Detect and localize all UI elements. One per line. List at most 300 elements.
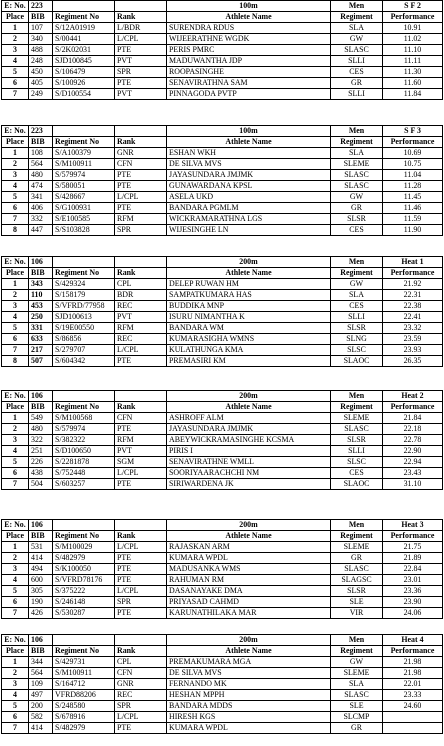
bib-cell: 438 [29, 468, 53, 479]
rank-cell: RFM [115, 435, 167, 446]
athlete-name-cell: PIRIS I [167, 446, 331, 457]
athlete-name-cell: DE SILVA MVS [167, 159, 331, 170]
place-cell: 6 [2, 712, 29, 723]
bib-cell: 305 [29, 586, 53, 597]
blank-cell [115, 635, 167, 646]
result-row [2, 413, 443, 424]
event-gender: Men [331, 391, 383, 402]
athlete-name-cell: GUNAWARDANA KPSL [167, 181, 331, 192]
athlete-name-cell: WIJEERATHNE WGDK [167, 34, 331, 45]
place-cell: 5 [2, 323, 29, 334]
place-cell: 1 [2, 413, 29, 424]
bib-cell: 190 [29, 597, 53, 608]
regiment-no-cell: VFRD88206 [53, 690, 115, 701]
col-bib-header: BIB [29, 137, 53, 148]
performance-cell: 24.06 [383, 608, 443, 619]
athlete-name-cell: KUMARA WPDL [167, 723, 331, 734]
regiment-cell: SLCMP [331, 712, 383, 723]
place-cell: 2 [2, 34, 29, 45]
regiment-cell: GW [331, 657, 383, 668]
regiment-cell: SLASC [331, 170, 383, 181]
result-row [2, 701, 443, 712]
regiment-cell: SLAOC [331, 356, 383, 367]
performance-cell: 21.98 [383, 668, 443, 679]
regiment-no-cell: S/K100050 [53, 564, 115, 575]
place-cell: 6 [2, 597, 29, 608]
col-regiment-no-header: Regiment No [53, 268, 115, 279]
regiment-no-cell: S/D100650 [53, 446, 115, 457]
athlete-name-cell: PREMASIRI KM [167, 356, 331, 367]
rank-cell: PVT [115, 446, 167, 457]
performance-cell: 11.84 [383, 89, 443, 100]
performance-cell: 23.43 [383, 468, 443, 479]
col-place-header: Place [2, 646, 29, 657]
bib-cell: 250 [29, 312, 53, 323]
result-row [2, 479, 443, 490]
rank-cell: GNR [115, 148, 167, 159]
athlete-name-cell: DASANAYAKE DMA [167, 586, 331, 597]
regiment-no-cell: S/248580 [53, 701, 115, 712]
result-row [2, 56, 443, 67]
result-row [2, 345, 443, 356]
place-cell: 7 [2, 608, 29, 619]
result-row [2, 148, 443, 159]
regiment-no-cell: S/164712 [53, 679, 115, 690]
performance-cell: 11.28 [383, 181, 443, 192]
event-gender: Men [331, 1, 383, 12]
event-number: 106 [29, 635, 53, 646]
place-cell: 6 [2, 203, 29, 214]
place-cell: 5 [2, 192, 29, 203]
performance-cell: 24.60 [383, 701, 443, 712]
event-round: S F 2 [383, 1, 443, 12]
athlete-name-cell: ASHROFF ALM [167, 413, 331, 424]
regiment-cell: SLA [331, 23, 383, 34]
regiment-no-cell: S/2281878 [53, 457, 115, 468]
rank-cell: PTE [115, 723, 167, 734]
regiment-cell: SLAGSC [331, 575, 383, 586]
col-rank-header: Rank [115, 268, 167, 279]
place-cell: 6 [2, 468, 29, 479]
performance-cell: 10.91 [383, 23, 443, 34]
performance-cell: 11.60 [383, 78, 443, 89]
col-athlete-name-header: Athlete Name [167, 531, 331, 542]
result-row [2, 564, 443, 575]
bib-cell: 564 [29, 668, 53, 679]
rank-cell: PTE [115, 608, 167, 619]
regiment-cell: SLSR [331, 214, 383, 225]
bib-cell: 531 [29, 542, 53, 553]
regiment-cell: SLEME [331, 542, 383, 553]
place-cell: 7 [2, 479, 29, 490]
place-cell: 4 [2, 690, 29, 701]
regiment-cell: CES [331, 67, 383, 78]
regiment-cell: GR [331, 203, 383, 214]
e-no-label: E: No. [2, 1, 29, 12]
bib-cell: 414 [29, 553, 53, 564]
performance-cell: 23.93 [383, 345, 443, 356]
place-cell: 1 [2, 279, 29, 290]
place-cell: 3 [2, 170, 29, 181]
regiment-cell: SLSR [331, 435, 383, 446]
bib-cell: 564 [29, 159, 53, 170]
e-no-label: E: No. [2, 126, 29, 137]
place-cell: 3 [2, 435, 29, 446]
performance-cell: 11.59 [383, 214, 443, 225]
place-cell: 1 [2, 657, 29, 668]
bib-cell: 248 [29, 56, 53, 67]
athlete-name-cell: KUMARA WPDL [167, 553, 331, 564]
place-cell: 2 [2, 424, 29, 435]
blank-cell [53, 1, 115, 12]
e-no-label: E: No. [2, 635, 29, 646]
regiment-cell: SLASC [331, 181, 383, 192]
bib-cell: 504 [29, 479, 53, 490]
col-regiment-no-header: Regiment No [53, 402, 115, 413]
regiment-no-cell: S/100926 [53, 78, 115, 89]
athlete-name-cell: ABEYWICKRAMASINGHE KCSMA [167, 435, 331, 446]
blank-cell [115, 257, 167, 268]
column-header-row [2, 268, 443, 279]
rank-cell: RFM [115, 323, 167, 334]
performance-cell: 11.30 [383, 67, 443, 78]
bib-cell: 633 [29, 334, 53, 345]
athlete-name-cell: BANDARA MDDS [167, 701, 331, 712]
result-row [2, 586, 443, 597]
e-no-label: E: No. [2, 257, 29, 268]
regiment-no-cell: S/19E00550 [53, 323, 115, 334]
rank-cell: PTE [115, 181, 167, 192]
regiment-no-cell: SJD100613 [53, 312, 115, 323]
place-cell: 5 [2, 457, 29, 468]
rank-cell: PVT [115, 56, 167, 67]
place-cell: 2 [2, 159, 29, 170]
event-gender: Men [331, 520, 383, 531]
event-table-3 [1, 256, 443, 367]
col-bib-header: BIB [29, 646, 53, 657]
result-row [2, 468, 443, 479]
place-cell: 3 [2, 45, 29, 56]
place-cell: 8 [2, 356, 29, 367]
col-regiment-header: Regiment [331, 646, 383, 657]
col-place-header: Place [2, 402, 29, 413]
result-row [2, 575, 443, 586]
col-regiment-header: Regiment [331, 402, 383, 413]
regiment-no-cell: S/579974 [53, 424, 115, 435]
event-gender: Men [331, 126, 383, 137]
regiment-cell: SLSC [331, 457, 383, 468]
athlete-name-cell: ESHAN WKH [167, 148, 331, 159]
regiment-cell: GW [331, 279, 383, 290]
regiment-cell: SLNG [331, 334, 383, 345]
bib-cell: 414 [29, 723, 53, 734]
athlete-name-cell: PERIS PMRC [167, 45, 331, 56]
regiment-cell: SLLI [331, 446, 383, 457]
regiment-cell: GW [331, 34, 383, 45]
athlete-name-cell: RAJASKAN ARM [167, 542, 331, 553]
athlete-name-cell: DE SILVA MVS [167, 668, 331, 679]
performance-cell [383, 723, 443, 734]
performance-cell: 21.98 [383, 657, 443, 668]
rank-cell: CFN [115, 159, 167, 170]
regiment-cell: SLA [331, 148, 383, 159]
event-number: 106 [29, 520, 53, 531]
regiment-cell: CES [331, 468, 383, 479]
place-cell: 8 [2, 225, 29, 236]
performance-cell: 11.11 [383, 56, 443, 67]
column-header-row [2, 12, 443, 23]
place-cell: 3 [2, 564, 29, 575]
rank-cell: L/CPL [115, 542, 167, 553]
bib-cell: 406 [29, 203, 53, 214]
event-round: Heat 3 [383, 520, 443, 531]
place-cell: 7 [2, 345, 29, 356]
bib-cell: 480 [29, 170, 53, 181]
rank-cell: CFN [115, 668, 167, 679]
regiment-no-cell: S/429731 [53, 657, 115, 668]
regiment-no-cell: S/12A01919 [53, 23, 115, 34]
event-header-row [2, 1, 443, 12]
performance-cell: 22.41 [383, 312, 443, 323]
performance-cell: 22.84 [383, 564, 443, 575]
event-name: 200m [167, 635, 331, 646]
regiment-cell: GW [331, 192, 383, 203]
place-cell: 4 [2, 446, 29, 457]
place-cell: 5 [2, 586, 29, 597]
bib-cell: 341 [29, 192, 53, 203]
regiment-no-cell: S/604342 [53, 356, 115, 367]
col-bib-header: BIB [29, 12, 53, 23]
result-row [2, 45, 443, 56]
event-table-1 [1, 0, 443, 100]
col-athlete-name-header: Athlete Name [167, 402, 331, 413]
col-regiment-header: Regiment [331, 137, 383, 148]
athlete-name-cell: SIRIWARDENA JK [167, 479, 331, 490]
regiment-no-cell: S/678916 [53, 712, 115, 723]
result-row [2, 34, 443, 45]
place-cell: 1 [2, 23, 29, 34]
e-no-label: E: No. [2, 520, 29, 531]
athlete-name-cell: KARUNATHILAKA MAR [167, 608, 331, 619]
performance-cell: 23.32 [383, 323, 443, 334]
result-row [2, 290, 443, 301]
result-row [2, 723, 443, 734]
col-rank-header: Rank [115, 402, 167, 413]
rank-cell: RFM [115, 214, 167, 225]
rank-cell: L/CPL [115, 468, 167, 479]
rank-cell: CFN [115, 413, 167, 424]
result-row [2, 334, 443, 345]
rank-cell: L/BDR [115, 23, 167, 34]
rank-cell: PTE [115, 170, 167, 181]
result-row [2, 89, 443, 100]
performance-cell: 21.84 [383, 413, 443, 424]
regiment-no-cell: S/579974 [53, 170, 115, 181]
performance-cell: 21.89 [383, 553, 443, 564]
rank-cell: REC [115, 690, 167, 701]
event-header-row [2, 635, 443, 646]
event-name: 200m [167, 520, 331, 531]
event-round: S F 3 [383, 126, 443, 137]
rank-cell: PVT [115, 89, 167, 100]
result-row [2, 457, 443, 468]
result-row [2, 435, 443, 446]
bib-cell: 200 [29, 701, 53, 712]
bib-cell: 600 [29, 575, 53, 586]
col-bib-header: BIB [29, 531, 53, 542]
athlete-name-cell: WIJESINGHE LN [167, 225, 331, 236]
regiment-cell: SLEME [331, 413, 383, 424]
regiment-cell: CES [331, 301, 383, 312]
col-performance-header: Performance [383, 646, 443, 657]
col-rank-header: Rank [115, 646, 167, 657]
performance-cell: 22.18 [383, 424, 443, 435]
result-row [2, 553, 443, 564]
bib-cell: 453 [29, 301, 53, 312]
regiment-cell: SLSR [331, 586, 383, 597]
regiment-cell: SLSC [331, 345, 383, 356]
regiment-no-cell: SJD100845 [53, 56, 115, 67]
result-row [2, 657, 443, 668]
bib-cell: 322 [29, 435, 53, 446]
regiment-cell: SLLI [331, 89, 383, 100]
column-header-row [2, 402, 443, 413]
rank-cell: PTE [115, 203, 167, 214]
regiment-no-cell: S/D100554 [53, 89, 115, 100]
result-row [2, 67, 443, 78]
result-row [2, 608, 443, 619]
athlete-name-cell: ROOPASINGHE [167, 67, 331, 78]
regiment-cell: GR [331, 78, 383, 89]
rank-cell: PTE [115, 553, 167, 564]
event-gender: Men [331, 257, 383, 268]
col-rank-header: Rank [115, 531, 167, 542]
performance-cell: 22.78 [383, 435, 443, 446]
regiment-no-cell: S/2K02031 [53, 45, 115, 56]
bib-cell: 332 [29, 214, 53, 225]
col-rank-header: Rank [115, 12, 167, 23]
regiment-no-cell: S/M100029 [53, 542, 115, 553]
regiment-cell: SLASC [331, 45, 383, 56]
regiment-cell: SLA [331, 679, 383, 690]
blank-cell [115, 126, 167, 137]
col-bib-header: BIB [29, 268, 53, 279]
performance-cell: 22.31 [383, 290, 443, 301]
event-table-6 [1, 634, 443, 734]
event-number: 223 [29, 1, 53, 12]
blank-cell [53, 391, 115, 402]
bib-cell: 109 [29, 679, 53, 690]
rank-cell: L/CPL [115, 345, 167, 356]
performance-cell: 11.46 [383, 203, 443, 214]
regiment-no-cell: S/G100931 [53, 203, 115, 214]
regiment-no-cell: S/246148 [53, 597, 115, 608]
blank-cell [53, 126, 115, 137]
place-cell: 7 [2, 214, 29, 225]
bib-cell: 331 [29, 323, 53, 334]
athlete-name-cell: KUMARASIGHA WMNS [167, 334, 331, 345]
result-row [2, 279, 443, 290]
athlete-name-cell: BANDARA WM [167, 323, 331, 334]
rank-cell: SPR [115, 701, 167, 712]
rank-cell: SPR [115, 225, 167, 236]
rank-cell: PTE [115, 78, 167, 89]
event-name: 100m [167, 126, 331, 137]
blank-cell [53, 635, 115, 646]
event-round: Heat 4 [383, 635, 443, 646]
performance-cell: 23.36 [383, 586, 443, 597]
rank-cell: PTE [115, 575, 167, 586]
rank-cell: PTE [115, 45, 167, 56]
result-row [2, 690, 443, 701]
athlete-name-cell: ASELA UKD [167, 192, 331, 203]
event-number: 106 [29, 391, 53, 402]
athlete-name-cell: BANDARA PGMLM [167, 203, 331, 214]
regiment-no-cell: S/382322 [53, 435, 115, 446]
col-regiment-no-header: Regiment No [53, 12, 115, 23]
bib-cell: 110 [29, 290, 53, 301]
place-cell: 2 [2, 668, 29, 679]
place-cell: 4 [2, 56, 29, 67]
rank-cell: CPL [115, 657, 167, 668]
event-number: 223 [29, 126, 53, 137]
place-cell: 3 [2, 679, 29, 690]
regiment-no-cell: S/580051 [53, 181, 115, 192]
col-regiment-no-header: Regiment No [53, 531, 115, 542]
rank-cell: REC [115, 334, 167, 345]
regiment-no-cell: S/M100911 [53, 668, 115, 679]
result-row [2, 542, 443, 553]
col-performance-header: Performance [383, 268, 443, 279]
bib-cell: 582 [29, 712, 53, 723]
regiment-no-cell: S/530287 [53, 608, 115, 619]
blank-cell [115, 1, 167, 12]
rank-cell: REC [115, 301, 167, 312]
bib-cell: 426 [29, 608, 53, 619]
athlete-name-cell: SOORIYAARACHCHI NM [167, 468, 331, 479]
athlete-name-cell: FERNANDO MK [167, 679, 331, 690]
performance-cell: 22.94 [383, 457, 443, 468]
regiment-no-cell: S/429324 [53, 279, 115, 290]
regiment-cell: SLASC [331, 564, 383, 575]
event-header-row [2, 391, 443, 402]
athlete-name-cell: WICKRAMARATHNA LGS [167, 214, 331, 225]
place-cell: 4 [2, 181, 29, 192]
athlete-name-cell: DELEP RUWAN HM [167, 279, 331, 290]
bib-cell: 251 [29, 446, 53, 457]
performance-cell: 21.92 [383, 279, 443, 290]
event-header-row [2, 126, 443, 137]
place-cell: 2 [2, 290, 29, 301]
performance-cell: 10.69 [383, 148, 443, 159]
bib-cell: 226 [29, 457, 53, 468]
performance-cell [383, 712, 443, 723]
event-table-4 [1, 390, 443, 490]
rank-cell: SGM [115, 457, 167, 468]
bib-cell: 549 [29, 413, 53, 424]
regiment-no-cell: S/279707 [53, 345, 115, 356]
result-row [2, 23, 443, 34]
event-header-row [2, 520, 443, 531]
regiment-cell: SLEME [331, 668, 383, 679]
col-place-header: Place [2, 137, 29, 148]
event-table-5 [1, 519, 443, 619]
place-cell: 1 [2, 542, 29, 553]
rank-cell: SPR [115, 67, 167, 78]
athlete-name-cell: SAMPATKUMARA HAS [167, 290, 331, 301]
result-row [2, 225, 443, 236]
col-performance-header: Performance [383, 12, 443, 23]
